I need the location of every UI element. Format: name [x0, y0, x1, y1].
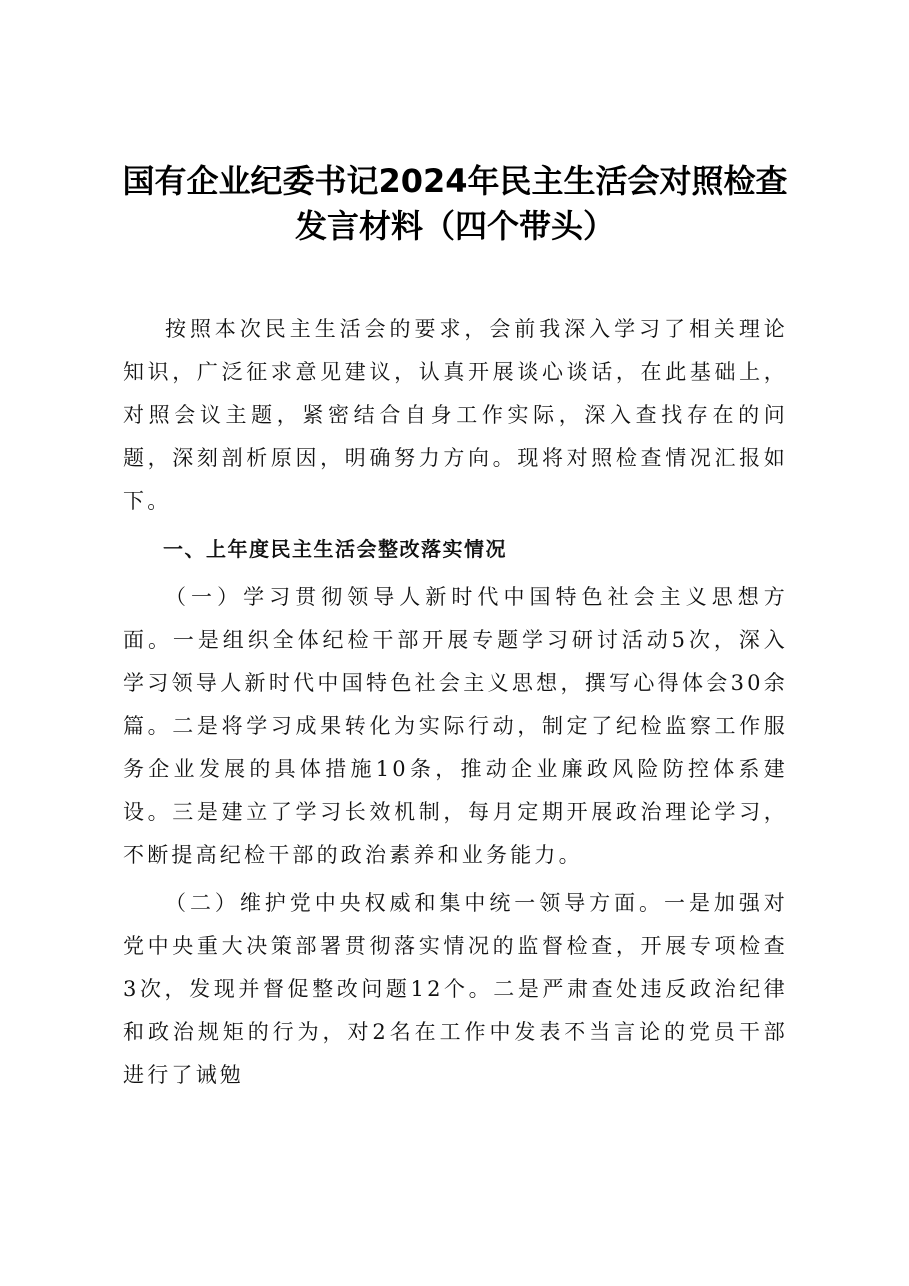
paragraph-item-1: （一）学习贯彻领导人新时代中国特色社会主义思想方面。一是组织全体纪检干部开展专题学习研讨活动5次，深入学习领导人新时代中国特色社会主义思想，撰写心得体会30余篇。二是将学习成果转化为实际行动，制定了纪检监察工作服务企业发展的具体措施10条，推动企业廉政风险防控体系建设。三是建立了学习长效机制，每月定期开展政治理论学习，不断提高纪检干部的政治素养和业务能力。 [123, 585, 788, 867]
document-title-line-2: 发言材料（四个带头） [294, 207, 615, 245]
paragraph-item-2: （二）维护党中央权威和集中统一领导方面。一是加强对党中央重大决策部署贯彻落实情况的监督检查，开展专项检查3次，发现并督促整改问题12个。二是严肃查处违反政治纪律和政治规矩的行为，对2名在工作中发表不当言论的党员干部进行了诫勉 [123, 891, 788, 1087]
intro-paragraph: 按照本次民主生活会的要求，会前我深入学习了相关理论知识，广泛征求意见建议，认真开展谈心谈话，在此基础上，对照会议主题，紧密结合自身工作实际，深入查找存在的问题，深刻剖析原因，明确努力方向。现将对照检查情况汇报如下。 [123, 317, 788, 513]
document-title-line-1: 国有企业纪委书记2024年民主生活会对照检查 [122, 162, 788, 200]
document-body [123, 308, 788, 1097]
section-heading-1: 一、上年度民主生活会整改落实情况 [163, 537, 507, 561]
